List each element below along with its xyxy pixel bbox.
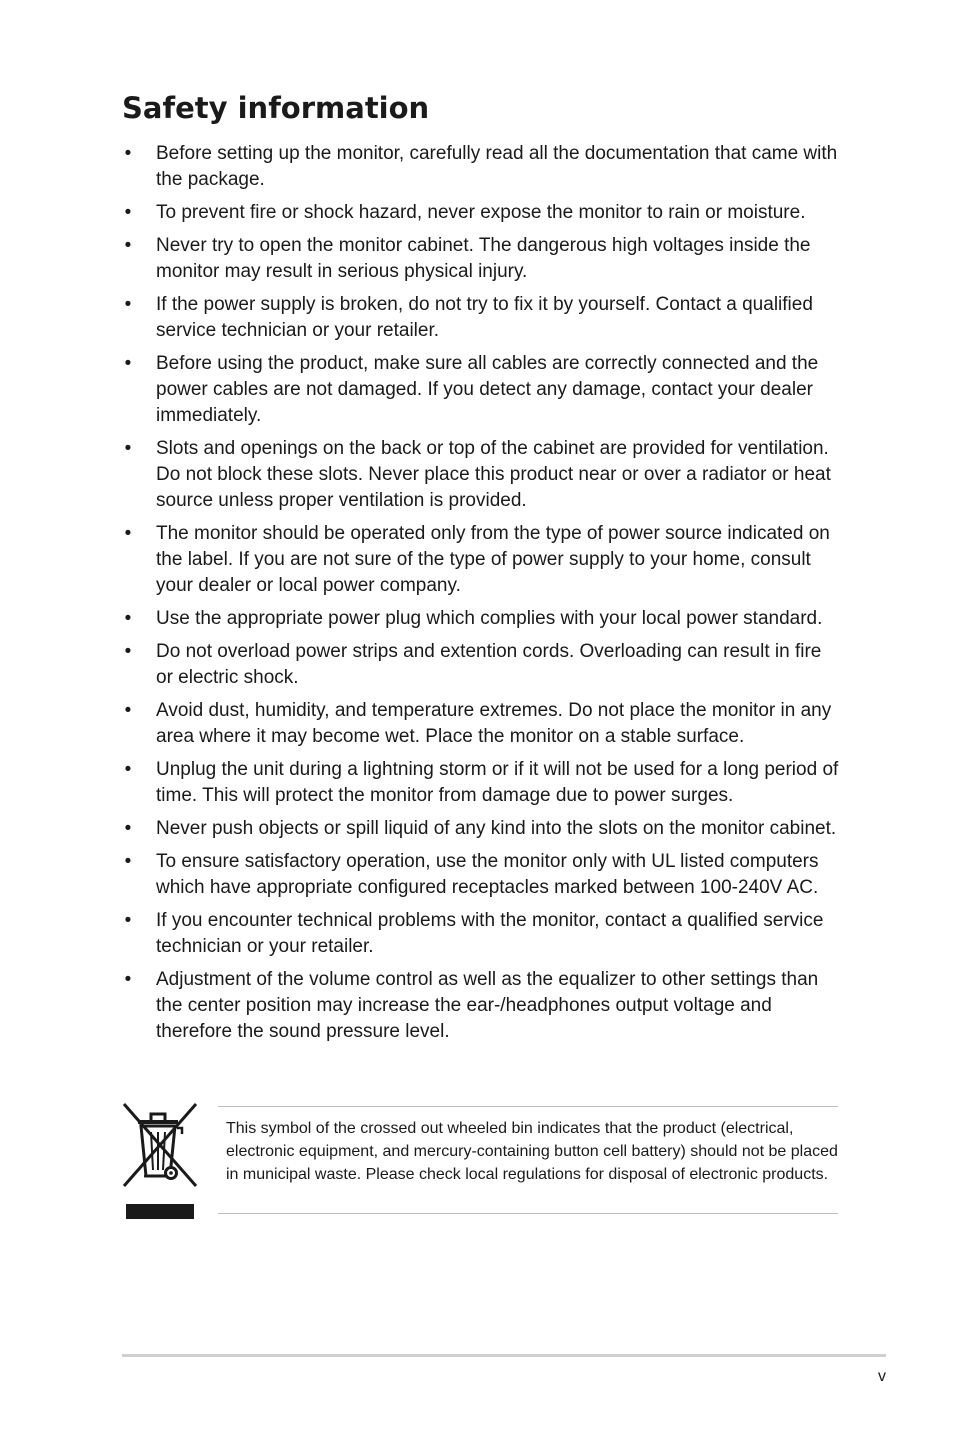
bullet-icon: • [124,353,132,374]
bullet-text: Use the appropriate power plug which complies with your local power standard. [156,608,823,629]
bullet-icon: • [124,910,132,931]
bullet-icon: • [124,235,132,256]
bullet-icon: • [124,818,132,839]
bullet-text: If you encounter technical problems with the monitor, contact a qualified service technician or your retailer. [156,910,824,957]
list-item [122,200,842,226]
bullet-icon: • [124,969,132,990]
bullet-text: Before setting up the monitor, carefully read all the documentation that came with the package. [156,143,838,190]
safety-bullet-list [122,141,842,1052]
bullet-icon: • [124,523,132,544]
bullet-icon: • [124,294,132,315]
list-item [122,606,842,632]
list-item [122,351,842,429]
bullet-icon: • [124,202,132,223]
list-item [122,292,842,344]
bullet-icon: • [124,851,132,872]
bullet-icon: • [124,143,132,164]
bullet-text: To ensure satisfactory operation, use the monitor only with UL listed computers which have appropriate configured receptacles marked between 100-240V AC. [156,851,819,898]
page-title: Safety information [122,91,430,125]
bullet-text: Adjustment of the volume control as well as the equalizer to other settings than the center position may increase the ear-/headphones output voltage and therefore the sound pressure level. [156,969,819,1042]
weee-note-text: This symbol of the crossed out wheeled bin indicates that the product (electrical, electronic equipment, and mercury-containing button cell battery) should not be placed in municipal waste. Please check local regulations for disposal of electronic products. [218,1106,838,1214]
list-item [122,233,842,285]
bullet-text: To prevent fire or shock hazard, never expose the monitor to rain or moisture. [156,202,806,223]
page-number: v [878,1368,886,1385]
bullet-text: The monitor should be operated only from the type of power source indicated on the label. If you are not sure of the type of power supply to your home, consult your dealer or local power company. [156,523,830,596]
bullet-icon: • [124,700,132,721]
bullet-text: Never try to open the monitor cabinet. The dangerous high voltages inside the monitor may result in serious physical injury. [156,235,811,282]
list-item [122,436,842,514]
bullet-icon: • [124,759,132,780]
weee-notice [122,1102,838,1218]
list-item [122,816,842,842]
list-item [122,639,842,691]
list-item [122,141,842,193]
bullet-text: Before using the product, make sure all cables are correctly connected and the power cables are not damaged. If you detect any damage, contact your dealer immediately. [156,353,819,426]
list-item [122,757,842,809]
bullet-text: If the power supply is broken, do not try to fix it by yourself. Contact a qualified service technician or your retailer. [156,294,813,341]
bullet-text: Do not overload power strips and extention cords. Overloading can result in fire or electric shock. [156,641,822,688]
bullet-icon: • [124,438,132,459]
list-item [122,849,842,901]
footer-divider [122,1354,886,1357]
bullet-text: Slots and openings on the back or top of the cabinet are provided for ventilation. Do not block these slots. Never place this product near or over a radiator or heat source unless proper ventilation is provided. [156,438,831,511]
list-item [122,967,842,1045]
list-item [122,908,842,960]
list-item [122,698,842,750]
bullet-text: Unplug the unit during a lightning storm or if it will not be used for a long period of time. This will protect the monitor from damage due to power surges. [156,759,839,806]
list-item [122,521,842,599]
bullet-icon: • [124,641,132,662]
crossed-out-wheeled-bin-icon [122,1102,198,1220]
bullet-text: Never push objects or spill liquid of any kind into the slots on the monitor cabinet. [156,818,837,839]
bullet-text: Avoid dust, humidity, and temperature extremes. Do not place the monitor in any area where it may become wet. Place the monitor on a stable surface. [156,700,832,747]
bullet-icon: • [124,608,132,629]
